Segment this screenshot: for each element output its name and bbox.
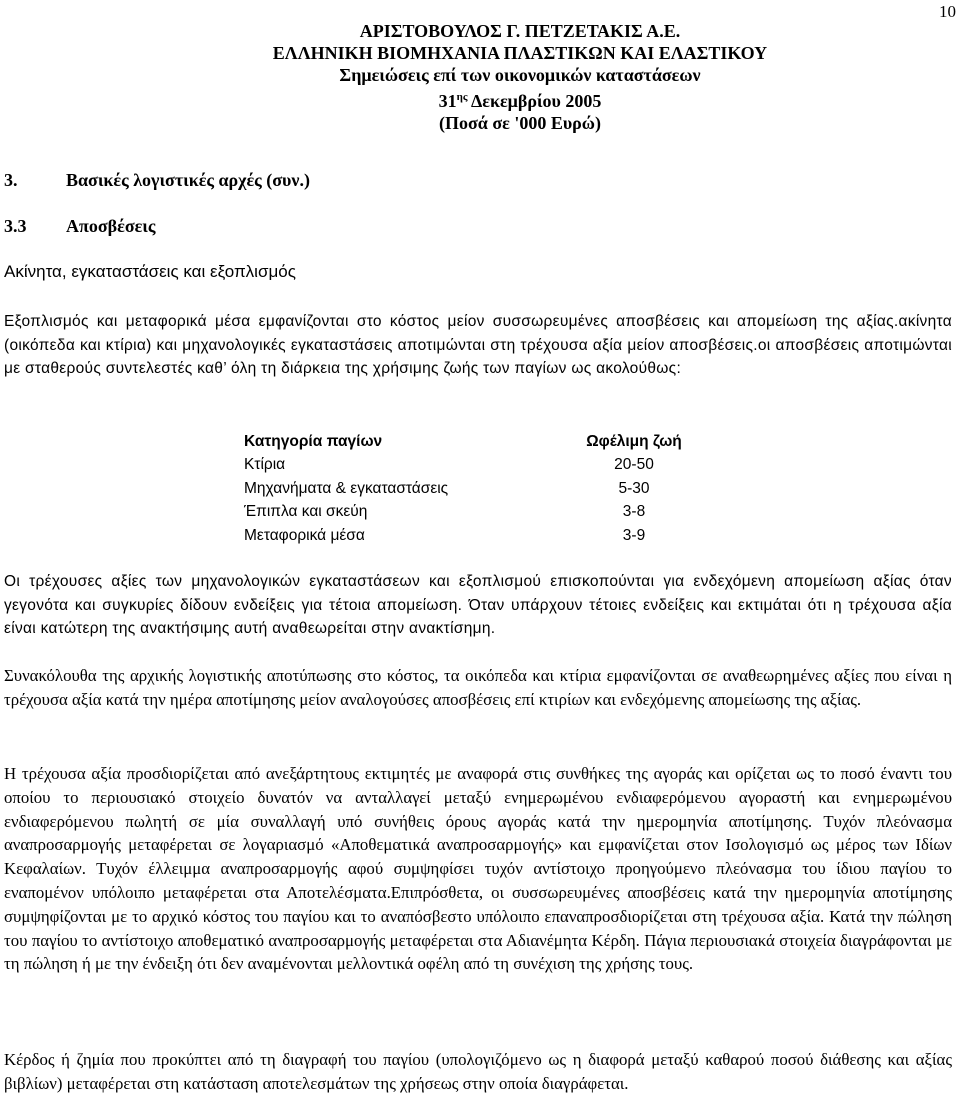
column-header-useful-life: Ωφέλιμη ζωή xyxy=(586,432,682,450)
subsection-number: 3.3 xyxy=(4,216,27,236)
table-row xyxy=(244,454,694,478)
useful-life-table xyxy=(244,430,694,548)
useful-life: 20-50 xyxy=(614,456,654,474)
asset-category: Έπιπλα και σκεύη xyxy=(244,503,368,521)
asset-category: Μεταφορικά μέσα xyxy=(244,526,365,544)
table-row xyxy=(244,477,694,501)
page-number: 10 xyxy=(939,2,956,21)
table-header-row xyxy=(244,430,694,454)
intro-paragraph: Εξοπλισμός και μεταφορικά μέσα εμφανίζονται στο κόστος μείον συσσωρευμένες αποσβέσεις και απομείωση της αξίας.ακίνητα (οικόπεδα και κτίρια) και μηχανολογικές εγκαταστάσεις αποτιμώνται στη τρέχουσα αξία μείον αποσβέσεις.οι αποσβέσεις αποτιμώνται με σταθερούς συντελεστές καθ’ όλη τη διάρκεια της χρήσιμης ζωής των παγίων ως ακολούθως: xyxy=(4,313,952,378)
impairment-paragraph: Οι τρέχουσες αξίες των μηχανολογικών εγκαταστάσεων και εξοπλισμού επισκοπούνται για ενδεχόμενη απομείωση αξίας όταν γεγονότα και συγκυρίες δίδουν ενδείξεις για τέτοια απομείωση. Όταν υπάρχουν τέτοιες ενδείξεις και εκτιμάται ότι η τρέχουσα αξία είναι κατώτερη της ανακτήσιμης αυτή αναθεωρείται στην ανακτίσημη. xyxy=(4,573,952,638)
document-title: Σημειώσεις επί των οικονομικών καταστάσεων xyxy=(339,65,701,85)
useful-life: 3-8 xyxy=(622,503,646,521)
column-header-category: Κατηγορία παγίων xyxy=(244,432,383,450)
topic-heading: Ακίνητα, εγκαταστάσεις και εξοπλισμός xyxy=(4,262,296,281)
table-row xyxy=(244,524,694,548)
date-day: 31 xyxy=(438,91,457,111)
useful-life: 5-30 xyxy=(618,479,650,497)
currency-note: (Ποσά σε '000 Ευρώ) xyxy=(439,113,601,133)
section-number: 3. xyxy=(4,170,18,190)
subsection-heading xyxy=(4,216,155,237)
report-date xyxy=(0,86,960,112)
subsection-title: Αποσβέσεις xyxy=(66,216,156,236)
date-ordinal: ης xyxy=(456,91,468,103)
company-description: ΕΛΛΗΝΙΚΗ ΒΙΟΜΗΧΑΝΙΑ ΠΛΑΣΤΙΚΩΝ ΚΑΙ ΕΛΑΣΤΙΚΟΥ xyxy=(272,43,768,63)
fair-value-paragraph: Η τρέχουσα αξία προσδιορίζεται από ανεξάρτητους εκτιμητές με αναφορά στις συνθήκες της αγοράς και ορίζεται ως το ποσό έναντι του οποίου το περιουσιακό στοιχείο δυνατόν να ανταλλαγεί μεταξύ ενημερωμένου ενδιαφερόμενου αγοραστή και ενημερωμένου ενδιαφερόμενου πωλητή σε μία συναλλαγή υπό συνήθεις όρους αγοράς κατά την ημερομηνία αποτίμησης. Τυχόν πλεόνασμα αναπροσαρμογής μεταφέρεται σε λογαριασμό «Αποθεματικά αναπροσαρμογής» και εμφανίζεται στον Ισολογισμό ως μέρος των Ιδίων Κεφαλαίων. Τυχόν έλλειμμα αναπροσαρμογής αφού συμψηφίσει τυχόν αντίστοιχο προηγούμενο πλεόνασμα του ίδιου παγίου το εναπομένον υπόλοιπο μεταφέρεται στα Αποτελέσματα.Επιπρόσθετα, οι συσσωρευμένες αποσβέσεις κατά την ημερομηνία αποτίμησης συμψηφίζονται με το αρχικό κόστος του παγίου και το αναπόσβεστο υπόλοιπο επαναπροσδιορίζεται στη τρέχουσα αξία. Κατά την πώληση του παγίου το αντίστοιχο αποθεματικό αναπροσαρμογής μεταφέρεται στα Αδιανέμητα Κέρδη. Πάγια περιουσιακά στοιχεία διαγράφονται με τη πώληση ή με την ένδειξη ότι δεν αναμένονται μελλοντικά οφέλη από τη συνέχιση της χρήσης τους. xyxy=(4,764,952,974)
document-header xyxy=(0,20,960,134)
section-title: Βασικές λογιστικές αρχές (συν.) xyxy=(66,170,310,190)
section-heading xyxy=(4,170,310,191)
table-row xyxy=(244,501,694,525)
disposal-paragraph: Κέρδος ή ζημία που προκύπτει από τη διαγραφή του παγίου (υπολογιζόμενο ως η διαφορά μεταξύ καθαρού ποσού διάθεσης και αξίας βιβλίων) μεταφέρεται στη κατάσταση αποτελεσμάτων της χρήσεως στην οποία διαγράφεται. xyxy=(4,1050,952,1093)
date-rest: Δεκεμβρίου 2005 xyxy=(467,91,602,111)
asset-category: Μηχανήματα & εγκαταστάσεις xyxy=(244,479,449,497)
useful-life: 3-9 xyxy=(622,526,646,544)
revaluation-paragraph: Συνακόλουθα της αρχικής λογιστικής αποτύπωσης στο κόστος, τα οικόπεδα και κτίρια εμφανίζονται σε αναθεωρημένες αξίες που είναι η τρέχουσα αξία κατά την ημέρα αποτίμησης μείον αναλογούσες αποσβέσεις επί κτιρίων και ενδεχόμενης απομείωσης της αξίας. xyxy=(4,666,952,709)
asset-category: Κτίρια xyxy=(244,456,286,474)
company-name: ΑΡΙΣΤΟΒΟΥΛΟΣ Γ. ΠΕΤΖΕΤΑΚΙΣ Α.Ε. xyxy=(359,21,681,41)
